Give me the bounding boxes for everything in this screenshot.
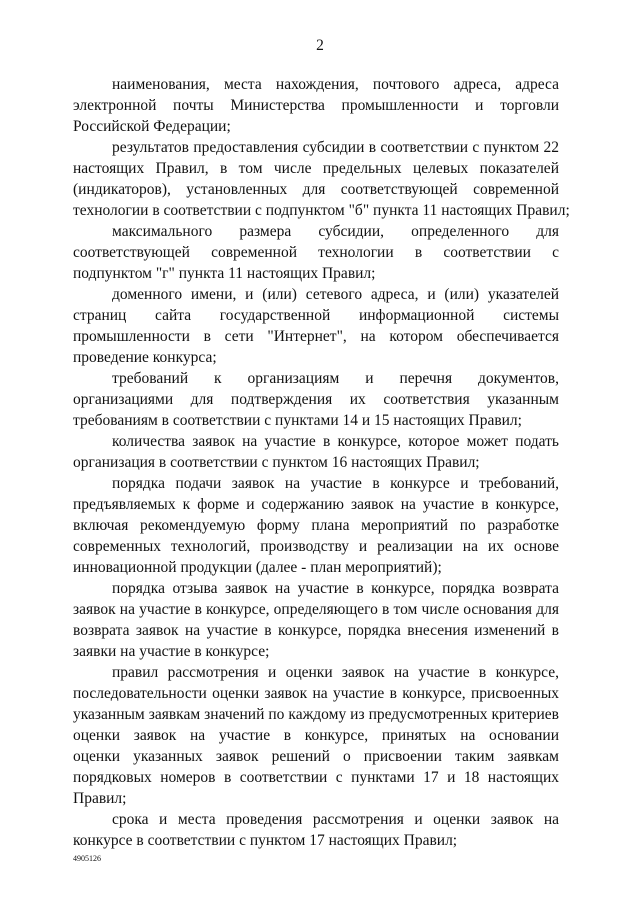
- text-line: технологии в соответствии с подпунктом "б" пункта 11 настоящих Правил;: [73, 202, 570, 219]
- text-line: заявок на участие в конкурсе, определяющего в том числе основания для: [73, 601, 559, 618]
- text-line: срока и места проведения рассмотрения и оценки заявок на: [112, 811, 559, 828]
- text-line: проведение конкурса;: [73, 349, 217, 366]
- text-line: порядка отзыва заявок на участие в конкурсе, порядка возврата: [112, 580, 559, 597]
- text-line: включая рекомендуемую форму плана мероприятий по разработке: [73, 517, 559, 534]
- text-line: электронной почты Министерства промышленности и торговли: [73, 97, 559, 114]
- page-number: 2: [316, 37, 324, 54]
- text-line: наименования, места нахождения, почтового адреса, адреса: [112, 76, 559, 93]
- text-line: современных технологий, производству и реализации на их основе: [73, 538, 559, 555]
- text-line: результатов предоставления субсидии в соответствии с пунктом 22: [112, 139, 559, 156]
- text-line: последовательности оценки заявок на участие в конкурсе, присвоенных: [73, 685, 559, 702]
- text-line: максимального размера субсидии, определенного для: [112, 223, 559, 240]
- text-line: порядковых номеров в соответствии с пунктами 17 и 18 настоящих: [73, 769, 559, 786]
- document-code: 4905126: [73, 854, 101, 863]
- text-line: требованиям в соответствии с пунктами 14 и 15 настоящих Правил;: [73, 412, 522, 429]
- text-line: доменного имени, и (или) сетевого адреса, и (или) указателей: [112, 286, 559, 303]
- text-line: соответствующей современной технологии в соответствии с: [73, 244, 559, 261]
- text-line: подпунктом "г" пункта 11 настоящих Правил;: [73, 265, 376, 282]
- text-line: порядка подачи заявок на участие в конкурсе и требований,: [112, 475, 559, 492]
- text-line: количества заявок на участие в конкурсе, которое может подать: [112, 433, 559, 450]
- text-line: организациями для подтверждения их соответствия указанным: [73, 391, 559, 408]
- text-line: предъявляемых к форме и содержанию заявок на участие в конкурсе,: [73, 496, 559, 513]
- text-line: оценки указанных заявок решений о присвоении таким заявкам: [73, 748, 559, 765]
- text-line: (индикаторов), установленных для соответствующей современной: [73, 181, 559, 198]
- text-line: возврата заявок на участие в конкурсе, порядка внесения изменений в: [73, 622, 559, 639]
- text-line: оценки заявок на участие в конкурсе, принятых на основании: [73, 727, 559, 744]
- text-line: заявки на участие в конкурсе;: [73, 643, 270, 660]
- text-line: требований к организациям и перечня документов,: [112, 370, 559, 387]
- text-line: организация в соответствии с пунктом 16 настоящих Правил;: [73, 454, 480, 471]
- text-line: конкурсе в соответствии с пунктом 17 настоящих Правил;: [73, 832, 458, 849]
- text-line: правил рассмотрения и оценки заявок на участие в конкурсе,: [112, 664, 559, 681]
- text-line: страниц сайта государственной информационной системы: [73, 307, 559, 324]
- text-line: указанным заявкам значений по каждому из предусмотренных критериев: [73, 706, 559, 723]
- text-line: настоящих Правил, в том числе предельных целевых показателей: [73, 160, 559, 177]
- text-line: промышленности в сети "Интернет", на котором обеспечивается: [73, 328, 559, 345]
- text-line: Правил;: [73, 790, 127, 807]
- text-line: инновационной продукции (далее - план мероприятий);: [73, 559, 442, 576]
- text-line: Российской Федерации;: [73, 118, 231, 135]
